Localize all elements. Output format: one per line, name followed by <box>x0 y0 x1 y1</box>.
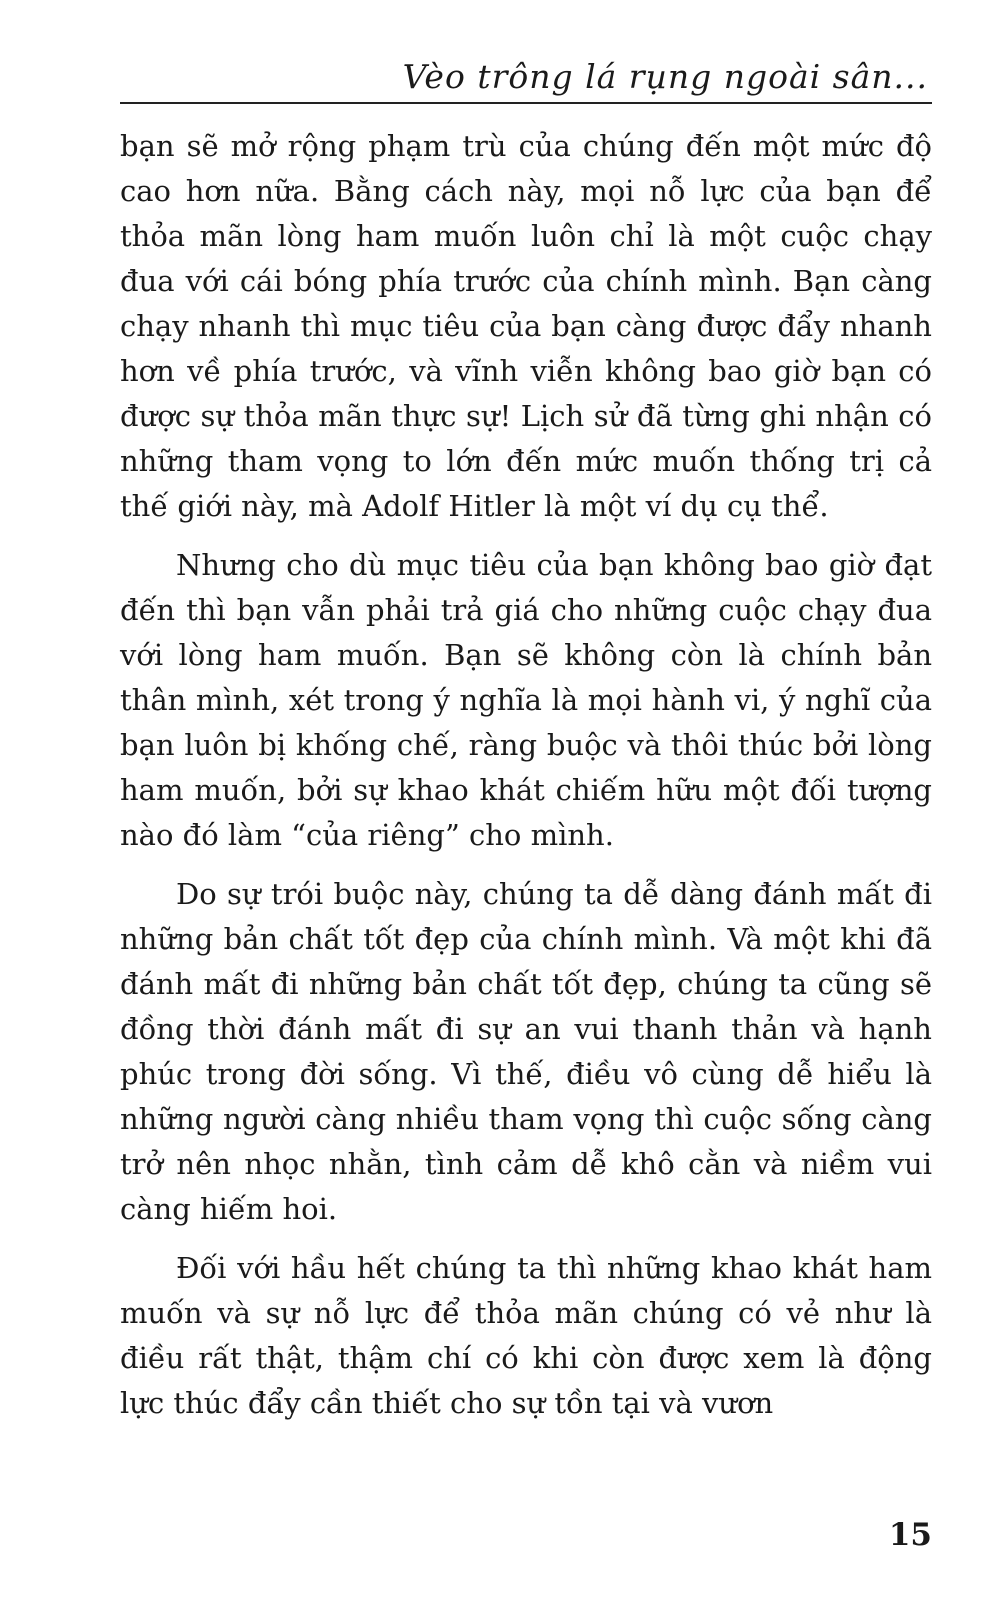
running-header <box>120 44 932 104</box>
paragraph: Do sự trói buộc này, chúng ta dễ dàng đánh mất đi những bản chất tốt đẹp của chính mình. Và một khi đã đánh mất đi những bản chất tốt đẹp, chúng ta cũng sẽ đồng thời đánh mất đi sự an vui thanh thản và hạnh phúc trong đời sống. Vì thế, điều vô cùng dễ hiểu là những người càng nhiều tham vọng thì cuộc sống càng trở nên nhọc nhằn, tình cảm dễ khô cằn và niềm vui càng hiếm hoi. <box>120 877 932 1226</box>
paragraph: Đối với hầu hết chúng ta thì những khao khát ham muốn và sự nỗ lực để thỏa mãn chúng có vẻ như là điều rất thật, thậm chí có khi còn được xem là động lực thúc đẩy cần thiết cho sự tồn tại và vươn <box>120 1251 932 1420</box>
paragraph: Nhưng cho dù mục tiêu của bạn không bao giờ đạt đến thì bạn vẫn phải trả giá cho những cuộc chạy đua với lòng ham muốn. Bạn sẽ không còn là chính bản thân mình, xét trong ý nghĩa là mọi hành vi, ý nghĩ của bạn luôn bị khống chế, ràng buộc và thôi thúc bởi lòng ham muốn, bởi sự khao khát chiếm hữu một đối tượng nào đó làm “của riêng” cho mình. <box>120 548 932 852</box>
running-title: Vèo trông lá rụng ngoài sân... <box>402 57 928 96</box>
page-number: 15 <box>888 1517 932 1553</box>
paragraph-continued: bạn sẽ mở rộng phạm trù của chúng đến một mức độ cao hơn nữa. Bằng cách này, mọi nỗ lực của bạn để thỏa mãn lòng ham muốn luôn chỉ là một cuộc chạy đua với cái bóng phía trước của chính mình. Bạn càng chạy nhanh thì mục tiêu của bạn càng được đẩy nhanh hơn về phía trước, và vĩnh viễn không bao giờ bạn có được sự thỏa mãn thực sự! Lịch sử đã từng ghi nhận có những tham vọng to lớn đến mức muốn thống trị cả thế giới này, mà Adolf Hitler là một ví dụ cụ thể. <box>120 129 932 523</box>
body-text <box>120 124 932 1440</box>
